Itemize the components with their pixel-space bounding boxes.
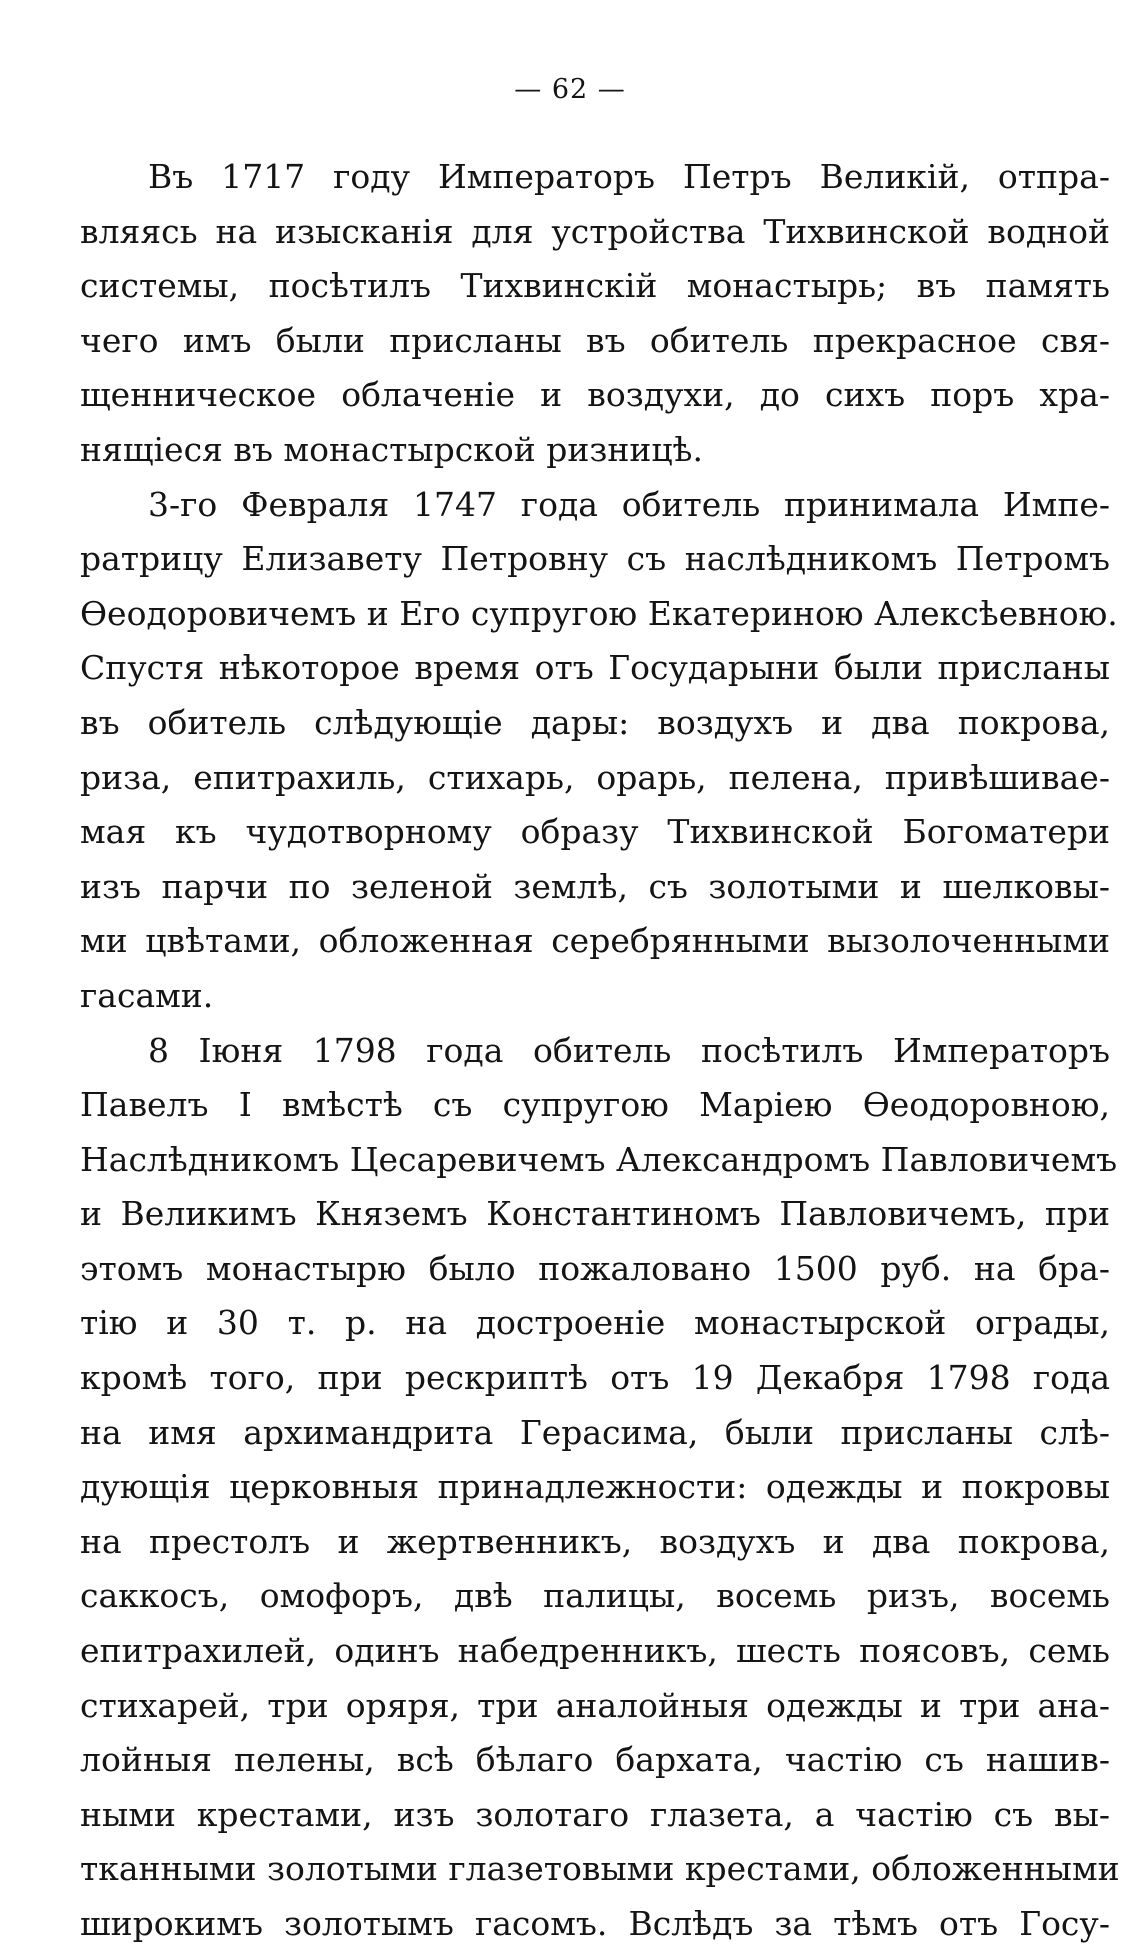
text-line: дующія церковныя принадлежности: одежды и покровы	[80, 1467, 1110, 1507]
text-line: въ обитель слѣдующіе дары: воздухъ и два покрова,	[80, 702, 1110, 742]
text-line: чего имъ были присланы въ обитель прекрасное свя-	[80, 320, 1110, 360]
text-line: системы, посѣтилъ Тихвинскій монастырь; въ память	[80, 266, 1110, 306]
text-line: изъ парчи по зеленой землѣ, съ золотыми и шелковы-	[80, 866, 1110, 906]
text-line: ми цвѣтами, обложенная серебрянными вызолоченными	[80, 921, 1110, 961]
text-line: на имя архимандрита Герасима, были присланы слѣ-	[80, 1412, 1110, 1452]
text-line: ными крестами, изъ золотаго глазета, а частію съ вы-	[80, 1794, 1110, 1834]
text-line: вляясь на изысканія для устройства Тихвинской водной	[80, 211, 1110, 251]
text-line: тію и 30 т. р. на достроеніе монастырской ограды,	[80, 1303, 1110, 1343]
text-line: Наслѣдникомъ Цесаревичемъ Александромъ Павловичемъ	[80, 1139, 1118, 1179]
text-line: стихарей, три оряря, три аналойныя одежды и три ана-	[80, 1685, 1110, 1725]
text-line: ратрицу Елизавету Петровну съ наслѣдникомъ Петромъ	[80, 539, 1110, 579]
text-line: мая къ чудотворному образу Тихвинской Богоматери	[80, 812, 1110, 852]
text-line: Въ 1717 году Императоръ Петръ Великій, отпра-	[148, 157, 1110, 196]
text-line: щенническое облаченіе и воздухи, до сихъ поръ хра-	[80, 375, 1110, 415]
text-line: кромѣ того, при рескриптѣ отъ 19 Декабря 1798 года	[80, 1358, 1110, 1398]
text-line: нящіеся въ монастырской ризницѣ.	[80, 429, 703, 469]
paragraph	[80, 478, 1118, 1024]
text-line: на престолъ и жертвенникъ, воздухъ и два покрова,	[80, 1521, 1110, 1561]
text-line: Павелъ I вмѣстѣ съ супругою Маріею Ѳеодоровною,	[80, 1085, 1110, 1125]
text-line: Спустя нѣкоторое время отъ Государыни были присланы	[80, 648, 1110, 688]
body-text	[80, 150, 1120, 1952]
text-line: саккосъ, омофоръ, двѣ палицы, восемь ризъ, восемь	[80, 1576, 1110, 1616]
text-line: и Великимъ Княземъ Константиномъ Павловичемъ, при	[80, 1194, 1110, 1234]
text-line: лойныя пелены, всѣ бѣлаго бархата, частію съ нашив-	[80, 1740, 1110, 1780]
page-number: — 62 —	[514, 74, 626, 105]
text-line: широкимъ золотымъ гасомъ. Вслѣдъ за тѣмъ отъ Госу-	[80, 1904, 1110, 1943]
text-line: гасами.	[80, 975, 214, 1015]
paragraph	[80, 150, 1110, 478]
text-line: риза, епитрахиль, стихарь, орарь, пелена, привѣшивае-	[80, 757, 1110, 797]
text-line: этомъ монастырю было пожаловано 1500 руб. на бра-	[80, 1248, 1110, 1288]
text-line: Ѳеодоровичемъ и Его супругою Екатериною Алексѣевною.	[80, 593, 1118, 633]
text-line: епитрахилей, одинъ набедренникъ, шесть поясовъ, семь	[80, 1631, 1110, 1671]
text-line: тканными золотыми глазетовыми крестами, обложенными	[80, 1849, 1120, 1889]
text-line: 8 Іюня 1798 года обитель посѣтилъ Императоръ	[148, 1030, 1110, 1070]
paragraph	[80, 1024, 1120, 1952]
text-line: 3-го Февраля 1747 года обитель принимала Импе-	[148, 484, 1110, 524]
